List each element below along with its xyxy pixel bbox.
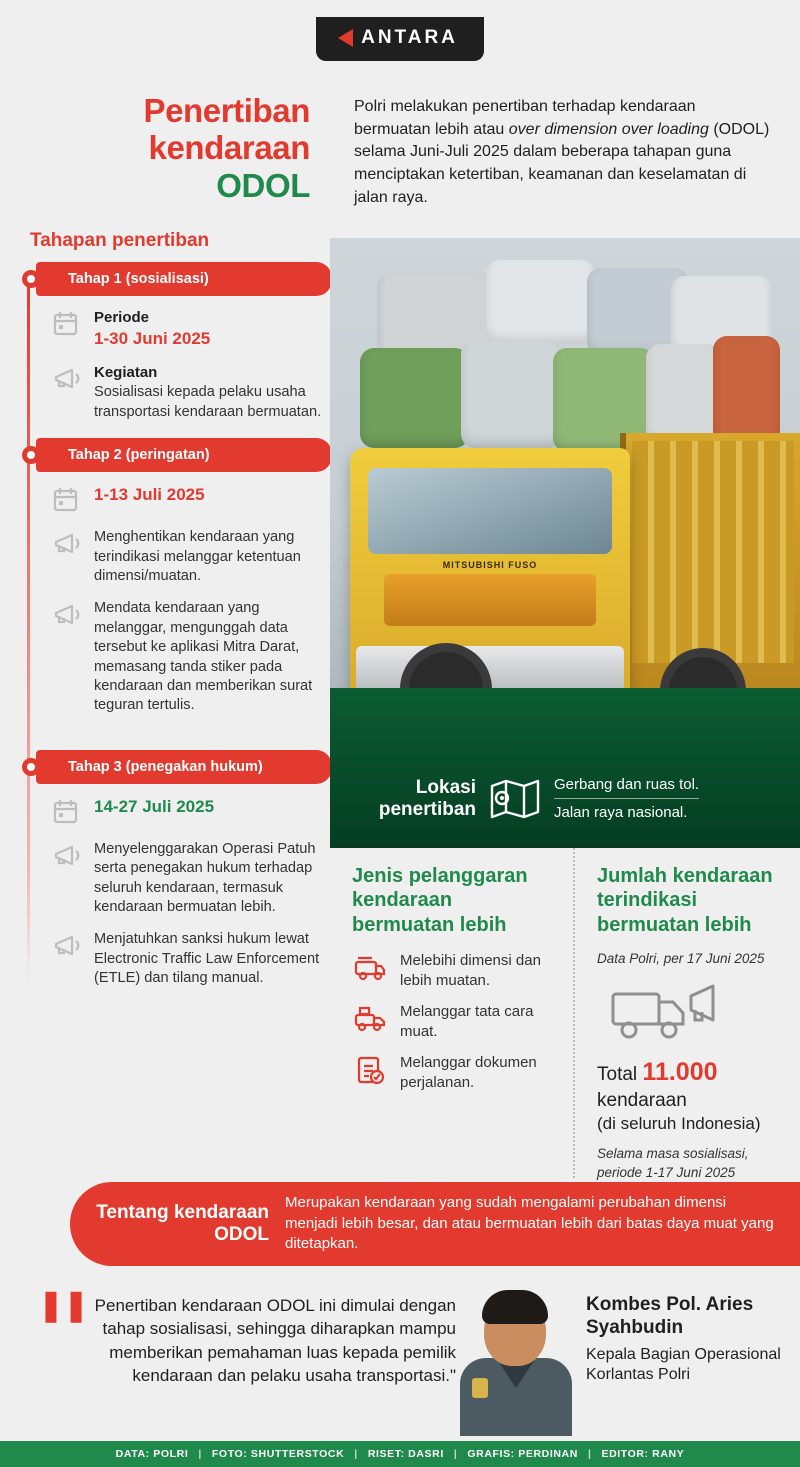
list-item: [50, 840, 330, 918]
list-item: [352, 1053, 555, 1092]
stage-2: [22, 438, 330, 716]
credits-bar: [0, 1441, 800, 1467]
violations-title: Jenis pelanggaran kendaraan bermuatan lebih: [352, 865, 528, 936]
title-line-3: ODOL: [216, 166, 310, 204]
divider: |: [198, 1448, 202, 1460]
stage-2-title: Tahap 2 (peringatan): [68, 447, 210, 464]
stage-1-title: Tahap 1 (sosialisasi): [68, 270, 209, 287]
credit-grafis: GRAFIS: PERDINAN: [467, 1448, 578, 1460]
total-scope: (di seluruh Indonesia): [597, 1114, 761, 1134]
brand-bar: [0, 0, 800, 78]
divider: |: [587, 1448, 592, 1460]
item-text: Menghentikan kendaraan yang terindikasi melanggar ketentuan dimensi/muatan.: [94, 529, 301, 584]
truck-dimension-icon: [352, 952, 388, 984]
truck-megaphone-icon: [607, 972, 727, 1050]
list-item: [50, 796, 330, 827]
list-item: [50, 930, 330, 988]
calendar-icon: [50, 485, 84, 515]
item-text: Menjatuhkan sanksi hukum lewat Electronic Traffic Law Enforcement (ETLE) dan tilang manual.: [94, 931, 320, 987]
right-column: [330, 78, 800, 848]
avatar-badge: [472, 1378, 488, 1398]
stage-3-title: Tahap 3 (penegakan hukum): [68, 758, 263, 775]
megaphone-icon: [50, 600, 84, 630]
divider: |: [354, 1448, 358, 1460]
tentang-title: Tentang kendaraan ODOL: [96, 1201, 269, 1245]
lokasi-values: [554, 771, 699, 826]
calendar-icon: [50, 309, 84, 339]
credit-data: DATA: POLRI: [115, 1448, 189, 1460]
item-date: 1-30 Juni 2025: [94, 328, 211, 348]
timeline: [0, 262, 330, 989]
stage-1-label: [36, 262, 332, 296]
megaphone-icon: [50, 529, 84, 559]
list-item: [352, 951, 555, 990]
quote-mark-icon: ❚❚: [38, 1289, 89, 1322]
stage-3: [22, 750, 330, 989]
avatar-hair: [482, 1290, 548, 1324]
left-column: [0, 78, 330, 1175]
truck-photo: [330, 238, 800, 848]
calendar-icon: [50, 797, 84, 827]
megaphone-icon: [50, 364, 84, 394]
item-text: Menyelenggarakan Operasi Patuh serta penegakan hukum terhadap seluruh kendaraan, termasuk kendaraan bermuatan lebih.: [94, 840, 316, 916]
document-check-icon: [352, 1054, 388, 1086]
antara-logo: [316, 17, 484, 61]
timeline-dot: [22, 758, 40, 776]
credit-riset: RISET: DASRI: [367, 1448, 444, 1460]
count-title: Jumlah kendaraan terindikasi bermuatan lebih: [597, 865, 773, 936]
violation-text: Melanggar dokumen perjalanan.: [400, 1054, 537, 1091]
count-source: Data Polri, per 17 Juni 2025: [597, 951, 765, 967]
truck-cab: [350, 448, 630, 708]
megaphone-icon: [50, 841, 84, 871]
item-label: Kegiatan: [94, 364, 158, 382]
list-item: [50, 599, 330, 715]
violations-panel: [330, 848, 573, 1178]
tentang-body: Merupakan kendaraan yang sudah mengalami perubahan dimensi menjadi lebih besar, dan atau bermuatan lebih dari batas daya muat yang ditetapkan.: [285, 1193, 774, 1253]
triangle-play-icon: [338, 29, 353, 47]
avatar: [456, 1286, 576, 1436]
credit-editor: EDITOR: RANY: [601, 1448, 685, 1460]
violation-text: Melanggar tata cara muat.: [400, 1003, 534, 1040]
item-text: Sosialisasi kepada pelaku usaha transportasi kendaraan bermuatan.: [94, 384, 322, 420]
divider: |: [453, 1448, 458, 1460]
page-title: [0, 78, 330, 204]
item-date: 14-27 Juli 2025: [94, 796, 215, 816]
stages-heading: Tahapan penertiban: [30, 229, 210, 251]
stage-1-items: [50, 308, 330, 422]
quote-text: Penertiban kendaraan ODOL ini dimulai dengan tahap sosialisasi, sehingga diharapkan mampu memberikan pemahaman luas kepada pemilik kendaraan dan pelaku usaha transportasi.": [94, 1296, 456, 1385]
count-note: Selama masa sosialisasi, periode 1-17 Juni 2025: [597, 1146, 749, 1180]
timeline-dot: [22, 446, 40, 464]
windshield: [368, 468, 612, 554]
truck-brand-plate: MITSUBISHI FUSO: [442, 560, 538, 570]
title-line-1: Penertiban: [143, 92, 310, 129]
total-vehicles: [597, 1056, 782, 1135]
stage-2-label: [36, 438, 332, 472]
list-item: [50, 484, 330, 515]
item-label: Periode: [94, 308, 150, 326]
mid-panels: [330, 848, 800, 1178]
stage-3-label: [36, 750, 332, 784]
cargo-sacks: [360, 256, 780, 456]
quote-block: [26, 1289, 456, 1387]
timeline-dot: [22, 270, 40, 288]
item-date: 1-13 Juli 2025: [94, 485, 205, 505]
list-item: [50, 363, 330, 422]
list-item: [50, 308, 330, 351]
credit-foto: FOTO: SHUTTERSTOCK: [211, 1448, 345, 1460]
total-suffix: kendaraan: [597, 1089, 687, 1111]
total-value: 11.000: [642, 1058, 718, 1087]
lokasi-value-0: Gerbang dan ruas tol.: [554, 776, 700, 793]
stage-3-items: [50, 796, 330, 989]
quote-zone: [0, 1282, 800, 1442]
person-block: [456, 1286, 786, 1436]
stage-1: [22, 262, 330, 422]
total-prefix: Total: [597, 1064, 638, 1086]
brand-name: ANTARA: [361, 27, 458, 48]
lokasi-value-1: Jalan raya nasional.: [554, 798, 699, 826]
megaphone-icon: [50, 931, 84, 961]
person-name: Kombes Pol. Aries Syahbudin: [586, 1294, 754, 1338]
intro-paragraph: Polri melakukan penertiban terhadap kendaraan bermuatan lebih atau over dimension over loading (ODOL) selama Juni-Juli 2025 dalam beberapa tahapan guna menciptakan ketertiban, keamanan dan keselamatan di jalan raya.: [354, 98, 770, 206]
tentang-band: [70, 1182, 800, 1266]
violation-text: Melebihi dimensi dan lebih muatan.: [400, 952, 541, 989]
map-icon: [488, 776, 542, 822]
title-line-2: kendaraan: [148, 129, 310, 167]
lokasi-penertiban: [356, 771, 782, 826]
grille: [384, 574, 596, 626]
list-item: [352, 1002, 555, 1041]
lokasi-label: Lokasi penertiban: [378, 776, 476, 820]
count-panel: [573, 848, 800, 1178]
item-text: Mendata kendaraan yang melanggar, mengunggah data tersebut ke aplikasi Mitra Darat, memasang tanda stiker pada kendaraan dan memberikan surat teguran tertulis.: [94, 600, 313, 714]
stage-2-items: [50, 484, 330, 716]
person-role: Kepala Bagian Operasional Korlantas Polri: [586, 1345, 781, 1383]
truck-load-icon: [352, 1003, 388, 1035]
list-item: [50, 528, 330, 586]
